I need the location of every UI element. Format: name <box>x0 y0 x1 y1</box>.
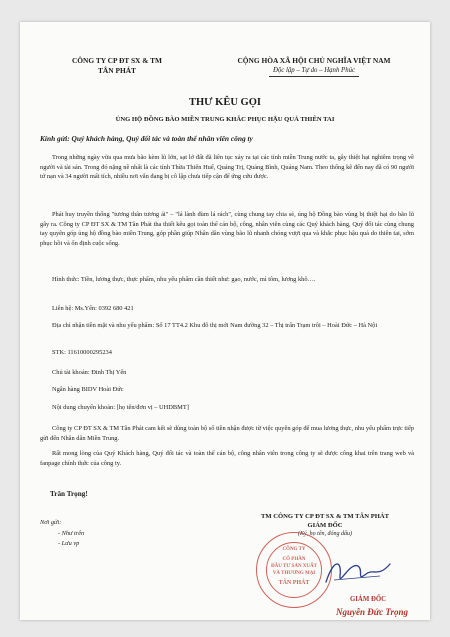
contact-address: Địa chỉ nhận tiền mặt và nhu yếu phẩm: Số 17 TT4.2 Khu đô thị mới Nam đường 32 – Thị trấn Trạm trôi – Hoài Đức – Hà Nội <box>52 322 378 329</box>
signer-position: GIÁM ĐỐC <box>307 522 343 529</box>
company-header <box>42 56 192 75</box>
signer-name: Nguyễn Đức Trọng <box>336 607 409 617</box>
account-holder: Chủ tài khoản: Đinh Thị Yến <box>52 369 127 376</box>
seal-text-line5: TÂN PHÁT <box>278 580 310 586</box>
contact-phone: Liên hệ: Ms.Yến: 0392 680 421 <box>52 305 134 312</box>
signature-block <box>230 512 420 539</box>
bank-name: Ngân hàng BIDV Hoài Đức <box>52 386 124 393</box>
motto-underline <box>269 76 359 77</box>
recipient-item: - Như trên <box>58 529 85 537</box>
nation-title: CỘNG HÒA XÃ HỘI CHỦ NGHĨA VIỆT NAM <box>237 56 391 65</box>
recipients-block <box>40 518 84 550</box>
seal-text-line1: CÔNG TY <box>282 547 306 552</box>
seal-text-line2: CỔ PHẦN <box>282 557 306 562</box>
transfer-content: Nội dung chuyển khoản: [họ tên/đơn vị – UHDBMT] <box>52 404 189 411</box>
paragraph-donation-form: Hình thức: Tiền, lương thực, thực phẩm, nhu yếu phẩm cần thiết như: gạo, nước, mì tôm, lương khô…. <box>52 276 316 283</box>
closing-greeting: Trân Trọng! <box>50 490 88 498</box>
signer-organization: TM CÔNG TY CP ĐT SX & TM TÂN PHÁT <box>260 513 390 520</box>
paragraph-commitment: Công ty CP ĐT SX & TM Tân Phát cam kết sẽ dùng toàn bộ số tiền nhận được từ việc quyên góp để mua lương thực, nhu yếu phẩm trực tiếp gửi đến Nhân dân Miền Trung. <box>40 425 414 442</box>
salutation: Kính gửi: Quý khách hàng, Quý đối tác và toàn thể nhân viên công ty <box>40 134 253 143</box>
handwritten-signature <box>320 552 400 592</box>
signer-title: GIÁM ĐỐC <box>350 596 387 603</box>
recipient-item: - Lưu vp <box>58 540 80 547</box>
company-name-line2: TÂN PHÁT <box>98 65 136 75</box>
bank-account-number: STK: 11610000295234 <box>52 349 112 356</box>
company-name-line1: CÔNG TY CP ĐT SX & TM <box>71 56 163 65</box>
paragraph-situation: Trong những ngày vừa qua mưa bão kèm lũ lớn, sạt lở đất đã liên tục xảy ra tại các tỉnh miền Trung nước ta, gây thiệt hại nghiêm trọng về người và tài sản. Trong đó nặng nề nhất là các tỉnh Thừa Thiên Huế, Quảng Trị, Quảng Bình, Quảng Nam. Theo thống kê đến nay đã có 90 người tử nạn và 34 người mất tích, nhiều nơi vẫn đang bị cô lập chưa tiếp cận để ứng cứu được. <box>40 154 414 181</box>
national-motto: Độc lập – Tự do – Hạnh Phúc <box>272 66 356 74</box>
recipients-label: Nơi gửi: <box>40 519 62 526</box>
paragraph-appeal: Phát huy truyền thống "tương thân tương ái" – "lá lành đùm lá rách", cùng chung tay chia sẻ, ủng hộ Đồng bào vùng bị thiệt hại do bão lũ gây ra. Công ty CP ĐT SX & TM Tân Phát tha thiết kêu gọi toàn thể cán bộ, công, nhân viên cùng các Quý khách hàng, Quý đối tác cùng chung tay quyên góp ủng hộ đồng bào miền Trung, góp phần giúp Nhân dân vùng bão lũ nhanh chóng vượt qua và khắc phục hậu quả do thiên tai, sớm phục hồi và ổn định cuộc sống. <box>40 211 414 247</box>
paragraph-thanks: Rất mong lòng của Quý Khách hàng, Quý đối tác và toàn thể cán bộ, công nhân viên trong công ty sẽ được công khai trên trang web và fanpage chính thức của công ty. <box>40 450 414 467</box>
letter-subtitle: ỦNG HỘ ĐỒNG BÀO MIỀN TRUNG KHẮC PHỤC HẬU QUẢ THIÊN TAI <box>115 116 335 123</box>
seal-text-line4: VÀ THƯƠNG MẠI <box>272 571 316 576</box>
letter-title: THƯ KÊU GỌI <box>189 97 261 108</box>
letter-page <box>20 22 430 620</box>
signature-instruction: (Ký, họ tên, đóng dấu) <box>298 531 352 537</box>
seal-text-line3: ĐẦU TƯ SẢN XUẤT <box>271 564 317 569</box>
national-header <box>216 56 412 77</box>
